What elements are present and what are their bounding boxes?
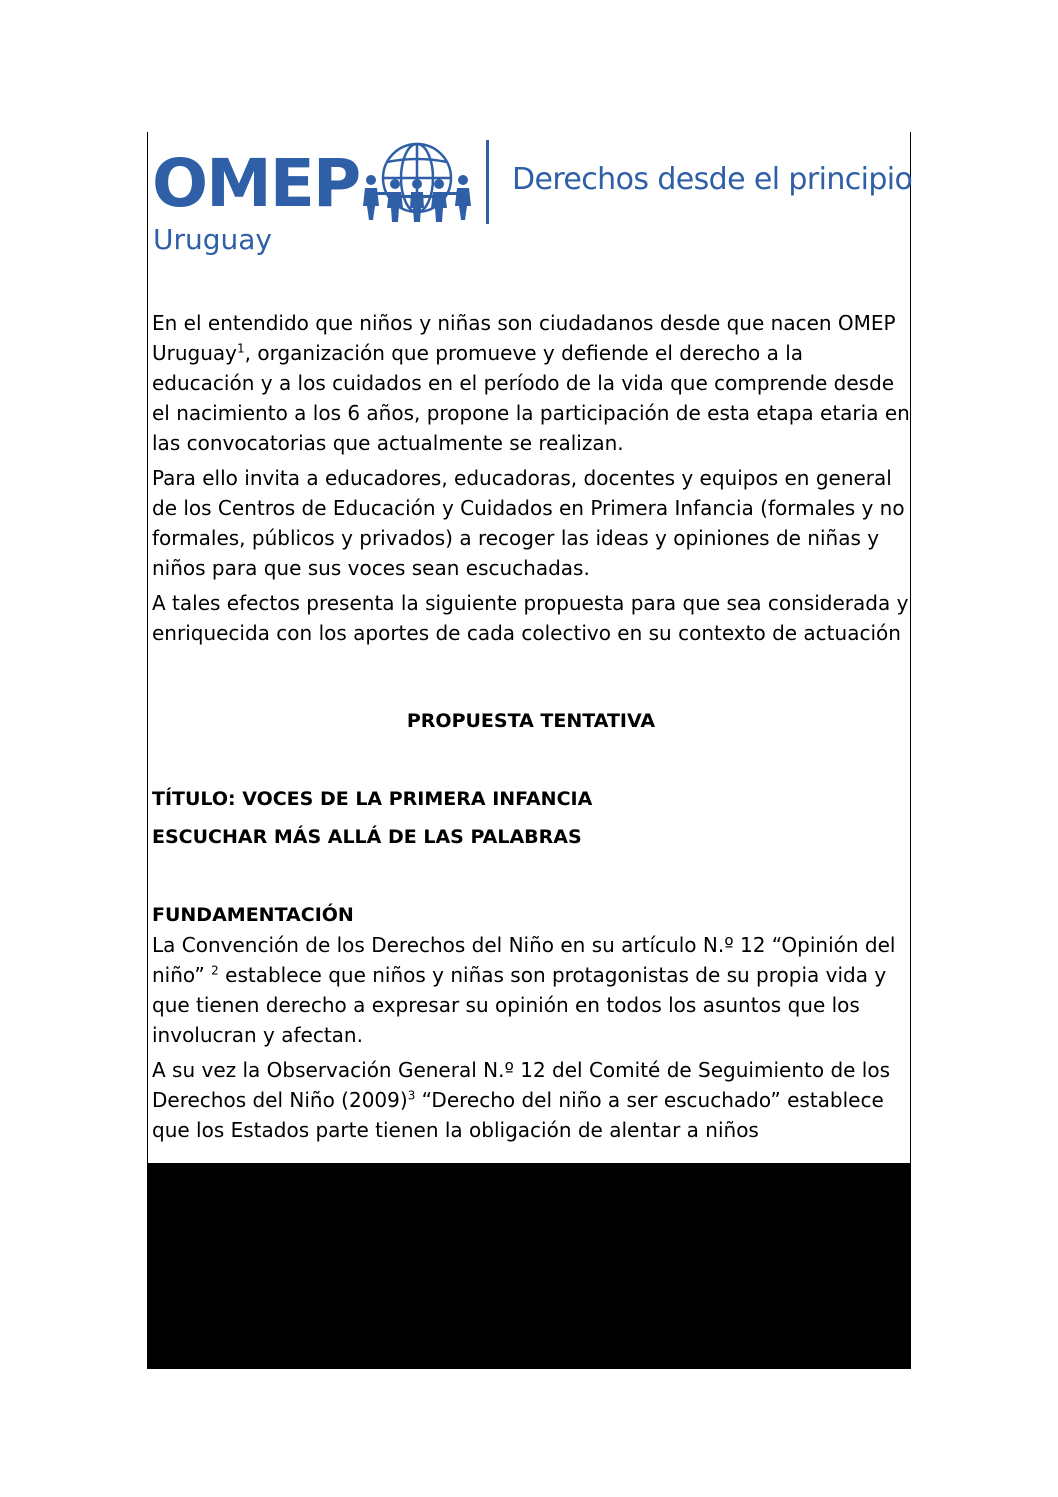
footnote-ref-1: 1 bbox=[237, 341, 245, 356]
fundamentacion-paragraph-2 bbox=[152, 1055, 910, 1145]
fund-p1-text-b: establece que niños y niñas son protagonistas de su propia vida y que tienen derecho a expresar su opinión en todos los asuntos que los involucran y afectan. bbox=[152, 963, 887, 1047]
proposal-title-line-1: TÍTULO: VOCES DE LA PRIMERA INFANCIA bbox=[152, 788, 593, 810]
logo-divider bbox=[486, 140, 489, 224]
fund-p1-text-a: La Convención de los Derechos del Niño en su artículo N.º 12 “Opinión del niño” bbox=[152, 933, 896, 987]
intro-paragraph-2: Para ello invita a educadores, educadoras, docentes y equipos en general de los Centros de Educación y Cuidados en Primera Infancia (formales y no formales, públicos y privados) a recoger las ideas y opiniones de niñas y niños para que sus voces sean escuchadas. bbox=[152, 466, 905, 580]
globe-children-icon bbox=[357, 140, 475, 225]
proposal-title bbox=[152, 780, 910, 856]
proposal-heading: PROPUESTA TENTATIVA bbox=[406, 710, 656, 732]
footnote-ref-2: 2 bbox=[211, 963, 219, 978]
footnote-ref-3: 3 bbox=[407, 1088, 416, 1103]
redacted-block bbox=[147, 1163, 911, 1369]
proposal-title-line-2: ESCUCHAR MÁS ALLÁ DE LAS PALABRAS bbox=[152, 826, 582, 848]
fund-p2-text-b: “Derecho del niño a ser escuchado” establece que los Estados parte tienen la obligación de alentar a niños bbox=[152, 1088, 884, 1142]
intro-p1-text-b: , organización que promueve y defiende el derecho a la educación y a los cuidados en el período de la vida que comprende desde el nacimiento a los 6 años, propone la participación de esta etapa etaria en las convocatorias que actualmente se realizan. bbox=[152, 341, 910, 455]
fundamentacion-heading: FUNDAMENTACIÓN bbox=[152, 904, 354, 926]
logo-brand: OMEP bbox=[152, 145, 360, 222]
intro-paragraph-3: A tales efectos presenta la siguiente propuesta para que sea considerada y enriquecida con los aportes de cada colectivo en su contexto de actuación bbox=[152, 591, 909, 645]
document-body bbox=[152, 308, 910, 1150]
logo-tagline: Derechos desde el principio bbox=[512, 162, 913, 197]
logo-country: Uruguay bbox=[153, 223, 272, 256]
intro-p1-text-a: En el entendido que niños y niñas son ciudadanos desde que nacen OMEP Uruguay bbox=[152, 311, 896, 365]
fundamentacion-paragraph-1 bbox=[152, 930, 910, 1050]
omep-logo bbox=[152, 140, 913, 265]
intro-paragraph-1 bbox=[152, 308, 910, 458]
fund-p2-text-a: A su vez la Observación General N.º 12 del Comité de Seguimiento de los Derechos del Niño (2009) bbox=[152, 1058, 891, 1112]
